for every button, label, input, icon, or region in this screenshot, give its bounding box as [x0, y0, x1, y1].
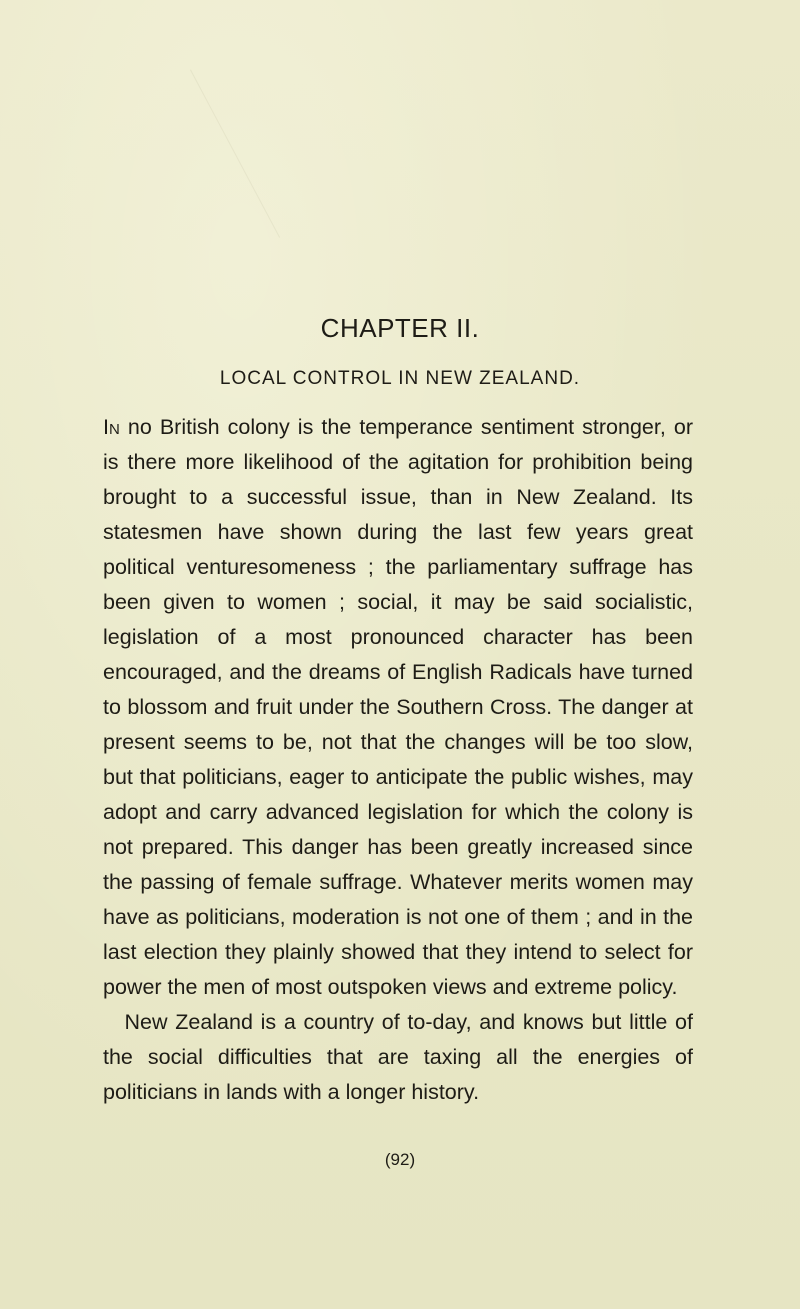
page-number: (92) — [384, 1150, 416, 1169]
paper-crease — [190, 70, 280, 238]
chapter-heading: CHAPTER II. — [320, 313, 480, 343]
chapter-title: LOCAL CONTROL IN NEW ZEALAND. — [219, 368, 581, 389]
paragraph-2 — [103, 1005, 693, 1110]
paragraph-1-lead-word: In — [103, 415, 120, 439]
paragraph-1 — [103, 410, 693, 1005]
paragraph-1-text: no British colony is the temperance sentiment stronger, or is there more likelihood of the agitation for prohibition being brought to a successful issue, than in New Zealand. Its statesmen have shown during the last few years great political venturesomeness ; the parliamentary suffrage has been given to women ; social, it may be said socialistic, legislation of a most pronounced character has been encouraged, and the dreams of English Radicals have turned to blossom and fruit under the Southern Cross. The danger at present seems to be, not that the changes will be too slow, but that politicians, eager to anticipate the public wishes, may adopt and carry advanced legislation for which the colony is not prepared. This danger has been greatly increased since the passing of female suffrage. Whatever merits women may have as politicians, moderation is not one of them ; and in the last election they plainly showed that they intend to select for power the men of most outspoken views and extreme policy. — [103, 415, 693, 999]
paragraph-2-text: New Zealand is a country of to-day, and knows but little of the social difficulties that are taxing all the energies of politicians in lands with a longer history. — [103, 1010, 693, 1104]
body-text — [103, 410, 693, 1110]
